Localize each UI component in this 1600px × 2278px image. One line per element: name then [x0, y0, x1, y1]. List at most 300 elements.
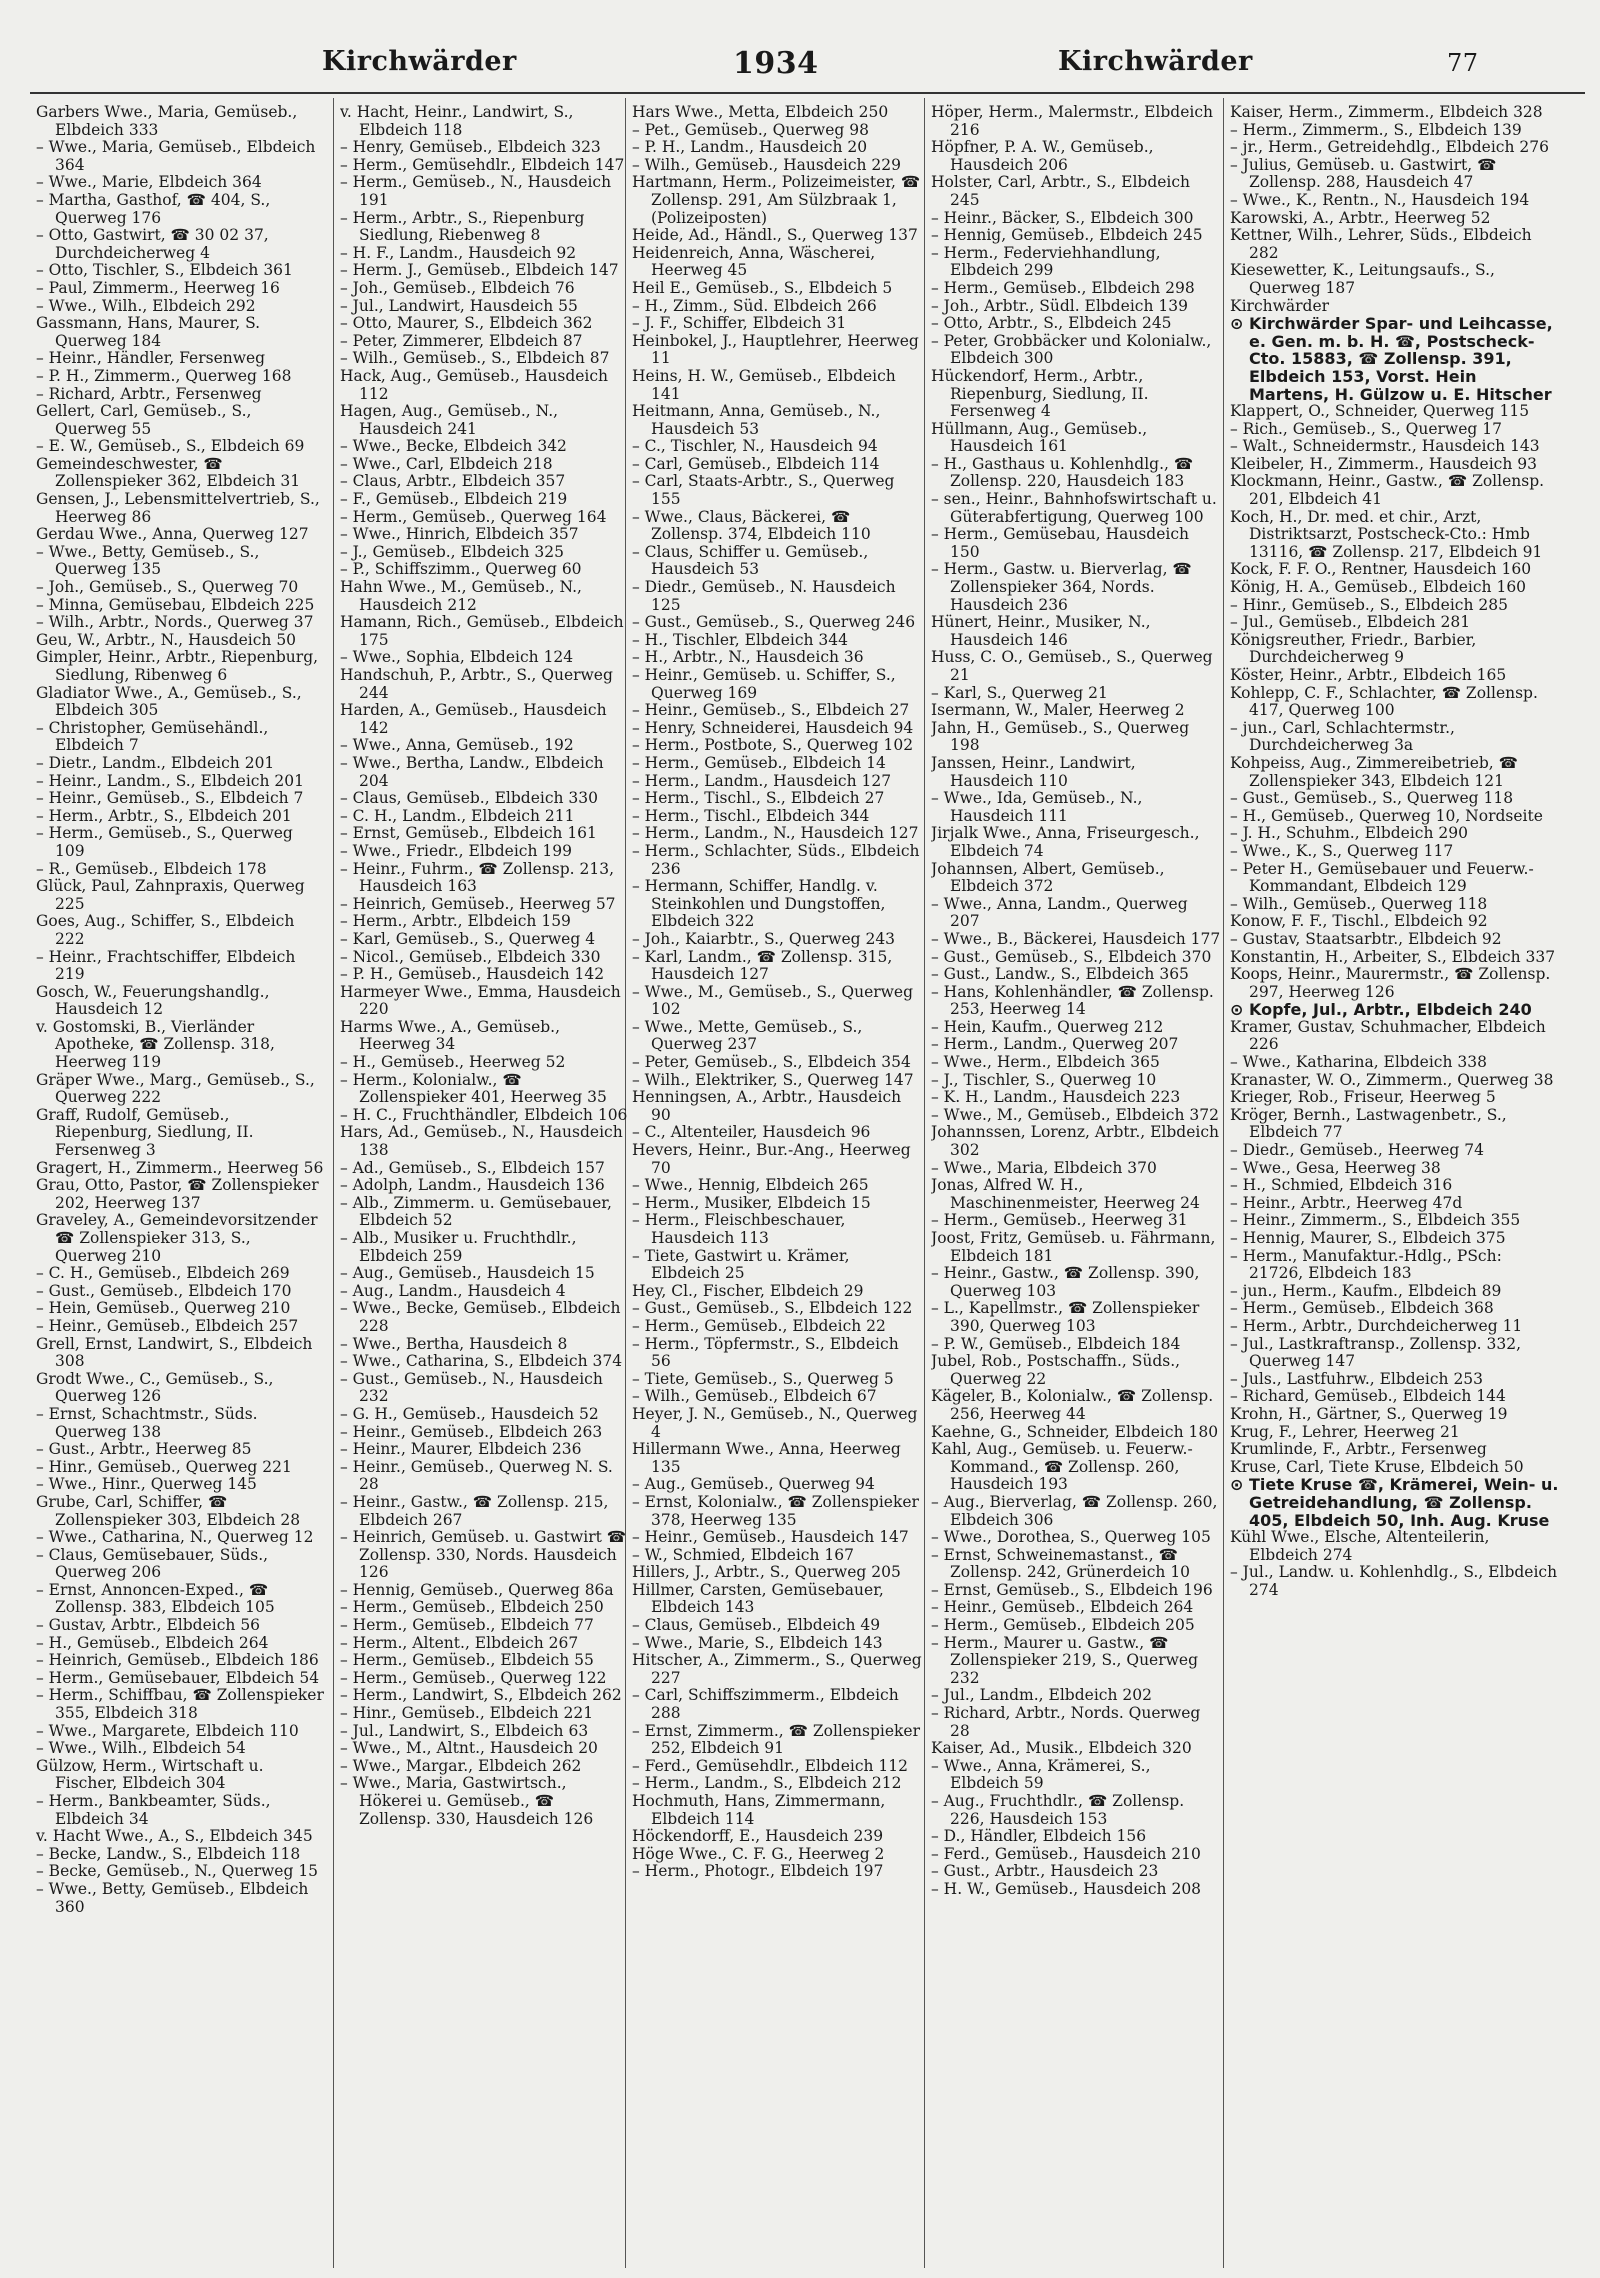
directory-entry: Heil E., Gemüseb., S., Elbdeich 5 [632, 278, 893, 297]
directory-entry: Krohn, H., Gärtner, S., Querweg 19 [1230, 1404, 1508, 1423]
directory-entry: – Ernst, Schweinemastanst., ☎ Zollensp. 242, Grünerdeich 10 [931, 1545, 1191, 1582]
directory-entry: – Ernst, Gemüseb., S., Elbdeich 196 [931, 1580, 1213, 1599]
directory-entry: – Minna, Gemüsebau, Elbdeich 225 [36, 595, 315, 614]
directory-entry: Gimpler, Heinr., Arbtr., Riepenburg, Siedlung, Ribenweg 6 [36, 648, 319, 684]
directory-column-5 [1230, 104, 1560, 2264]
directory-entry: – Peter, Gemüseb., S., Elbdeich 354 [632, 1053, 911, 1072]
directory-entry: – Nicol., Gemüseb., Elbdeich 330 [340, 947, 601, 966]
directory-entry: Hillermann Wwe., Anna, Heerweg 135 [632, 1440, 901, 1476]
directory-entry: – Heinr., Gemüseb., Elbdeich 257 [36, 1316, 299, 1335]
directory-column-3 [632, 104, 922, 2264]
directory-entry: – Wilh., Gemüseb., Querweg 118 [1230, 894, 1488, 913]
directory-entry: Königsreuther, Friedr., Barbier, Durchdeicherweg 9 [1230, 630, 1477, 667]
directory-entry: – Heinr., Gastw., ☎ Zollensp. 215, Elbdeich 267 [340, 1492, 609, 1529]
directory-entry: – Heinr., Frachtschiffer, Elbdeich 219 [36, 947, 296, 984]
directory-entry: Jonas, Alfred W. H., Maschinenmeister, Heerweg 24 [931, 1176, 1200, 1212]
directory-entry: – Heinr., Gemüseb., Hausdeich 147 [632, 1528, 909, 1547]
directory-entry: – Herm., Gemüseb., Querweg 122 [340, 1668, 607, 1687]
directory-entry: – C., Altenteiler, Hausdeich 96 [632, 1123, 871, 1142]
directory-entry: – Wilh., Elektriker, S., Querweg 147 [632, 1070, 914, 1089]
directory-entry: Isermann, W., Maler, Heerweg 2 [931, 701, 1185, 720]
directory-entry: – Wwe., Sophia, Elbdeich 124 [340, 648, 574, 667]
directory-entry: – Juls., Lastfuhrw., Elbdeich 253 [1230, 1369, 1484, 1388]
header-rule [30, 92, 1585, 94]
directory-entry: Koops, Heinr., Maurermstr., ☎ Zollensp. 297, Heerweg 126 [1230, 965, 1551, 1001]
directory-entry: – Heinr., Gemüseb., S., Elbdeich 27 [632, 701, 910, 720]
directory-entry: – Herm., Postbote, S., Querweg 102 [632, 736, 914, 755]
directory-entry: – P. H., Landm., Hausdeich 20 [632, 138, 868, 157]
directory-entry: – Herm., Gemüseb., Elbdeich 14 [632, 753, 886, 772]
directory-entry: – Wwe., M., Gemüseb., Elbdeich 372 [931, 1105, 1219, 1124]
directory-entry: – C. H., Gemüseb., Elbdeich 269 [36, 1264, 290, 1283]
directory-entry: – Gust., Arbtr., Hausdeich 23 [931, 1862, 1159, 1881]
directory-entry: – Claus, Gemüseb., Elbdeich 49 [632, 1616, 881, 1635]
directory-entry: – H., Gemüseb., Heerweg 52 [340, 1053, 566, 1072]
column-divider [333, 98, 334, 2268]
directory-entry: – Heinr., Gastw., ☎ Zollensp. 390, Querweg 103 [931, 1264, 1200, 1300]
directory-entry: Jubel, Rob., Postschaffn., Süds., Querweg 22 [931, 1352, 1181, 1388]
directory-entry: Hars, Ad., Gemüseb., N., Hausdeich 138 [340, 1123, 623, 1160]
directory-entry: – H. F., Landm., Hausdeich 92 [340, 243, 577, 262]
directory-entry: Hars Wwe., Metta, Elbdeich 250 [632, 104, 889, 121]
directory-entry: – Ernst, Zimmerm., ☎ Zollenspieker 252, Elbdeich 91 [632, 1721, 920, 1758]
directory-entry: ⊙ Kirchwärder Spar- und Leihcasse, e. Gen. m. b. H. ☎, Postscheck-Cto. 15883, ☎ Zollensp. 391, Elbdeich 153, Vorst. Hein Martens, H. Gülzow u. E. Hitscher [1230, 314, 1553, 404]
directory-entry: Kirchwärder [1230, 296, 1330, 315]
directory-entry: – Hinr., Gemüseb., Elbdeich 221 [340, 1704, 594, 1723]
directory-entry: – Wwe., Friedr., Elbdeich 199 [340, 841, 572, 860]
directory-entry: – Herm., Kolonialw., ☎ Zollenspieker 401, Heerweg 35 [340, 1070, 607, 1107]
directory-entry: – Aug., Bierverlag, ☎ Zollensp. 260, Elbdeich 306 [931, 1492, 1218, 1529]
directory-entry: – Herm., Landm., N., Hausdeich 127 [632, 824, 919, 843]
directory-entry: – Herm., Gemüseb., Elbdeich 77 [340, 1616, 594, 1635]
directory-entry: – Aug., Landm., Hausdeich 4 [340, 1281, 566, 1300]
directory-entry: – Herm., Gemüseb., Elbdeich 205 [931, 1616, 1195, 1635]
directory-entry: Glück, Paul, Zahnpraxis, Querweg 225 [36, 877, 305, 913]
directory-entry: – Wwe., K., S., Querweg 117 [1230, 841, 1454, 860]
directory-entry: Janssen, Heinr., Landwirt, Hausdeich 110 [931, 753, 1136, 790]
directory-entry: Heyer, J. N., Gemüseb., N., Querweg 4 [632, 1404, 918, 1441]
directory-entry: Grodt Wwe., C., Gemüseb., S., Querweg 126 [36, 1369, 274, 1406]
directory-entry: – Wilh., Gemüseb., Elbdeich 67 [632, 1387, 877, 1406]
directory-entry: – Richard, Gemüseb., Elbdeich 144 [1230, 1387, 1506, 1406]
directory-entry: Geu, W., Arbtr., N., Hausdeich 50 [36, 630, 297, 649]
directory-entry: – Heinr., Maurer, Elbdeich 236 [340, 1440, 582, 1459]
year-heading: 1934 [733, 46, 819, 81]
directory-entry: Huss, C. O., Gemüseb., S., Querweg 21 [931, 648, 1213, 684]
directory-entry: – Gustav, Arbtr., Elbdeich 56 [36, 1616, 261, 1635]
directory-entry: – Gustav, Staatsarbtr., Elbdeich 92 [1230, 929, 1502, 948]
directory-entry: – Wwe., Gesa, Heerweg 38 [1230, 1158, 1441, 1177]
directory-entry: – Herm., Fleischbeschauer, Hausdeich 113 [632, 1211, 846, 1247]
directory-entry: – Diedr., Gemüseb., N. Hausdeich 125 [632, 578, 896, 614]
directory-entry: – Gust., Gemüseb., S., Querweg 118 [1230, 789, 1514, 808]
directory-entry: Gensen, J., Lebensmittelvertrieb, S., Heerweg 86 [36, 490, 320, 526]
directory-entry: – Ad., Gemüseb., S., Elbdeich 157 [340, 1158, 605, 1177]
directory-entry: – Martha, Gasthof, ☎ 404, S., Querweg 176 [36, 190, 271, 227]
directory-entry: – Herm., Landm., Querweg 207 [931, 1035, 1179, 1054]
directory-entry: – Wwe., Margar., Elbdeich 262 [340, 1756, 582, 1775]
directory-entry: Höper, Herm., Malermstr., Elbdeich 216 [931, 104, 1214, 139]
directory-entry: – Herm., Gemüseb., N., Hausdeich 191 [340, 173, 612, 209]
directory-entry: Henningsen, A., Arbtr., Hausdeich 90 [632, 1088, 902, 1124]
directory-entry: Heins, H. W., Gemüseb., Elbdeich 141 [632, 366, 896, 403]
directory-entry: – Wwe., Maria, Gastwirtsch., Hökerei u. Gemüseb., ☎ Zollensp. 330, Hausdeich 126 [340, 1774, 594, 1828]
directory-entry: Köster, Heinr., Arbtr., Elbdeich 165 [1230, 666, 1507, 684]
directory-entry: – Wwe., Anna, Landm., Querweg 207 [931, 894, 1188, 931]
directory-entry: – H. W., Gemüseb., Hausdeich 208 [931, 1879, 1202, 1898]
directory-entry: Kettner, Wilh., Lehrer, Süds., Elbdeich 282 [1230, 226, 1532, 262]
directory-entry: – Heinr., Gemüseb., Elbdeich 263 [340, 1422, 603, 1441]
directory-entry: – Wwe., Maria, Elbdeich 370 [931, 1158, 1157, 1177]
directory-entry: – Ernst, Schachtmstr., Süds. Querweg 138 [36, 1404, 258, 1441]
directory-entry: – H., Schmied, Elbdeich 316 [1230, 1176, 1453, 1195]
directory-entry: – Heinr., Arbtr., Heerweg 47d [1230, 1193, 1463, 1212]
directory-entry: – Karl, S., Querweg 21 [931, 683, 1108, 702]
directory-entry: – J. F., Schiffer, Elbdeich 31 [632, 314, 847, 333]
directory-entry: – Claus, Arbtr., Elbdeich 357 [340, 472, 566, 491]
directory-entry: Gragert, H., Zimmerm., Heerweg 56 [36, 1158, 324, 1177]
directory-entry: – L., Kapellmstr., ☎ Zollenspieker 390, Querweg 103 [931, 1299, 1200, 1335]
directory-entry: Grell, Ernst, Landwirt, S., Elbdeich 308 [36, 1334, 313, 1371]
directory-entry: – Joh., Kaiarbtr., S., Querweg 243 [632, 929, 896, 948]
directory-entry: – Jul., Landm., Elbdeich 202 [931, 1686, 1152, 1705]
directory-entry: Johannsen, Albert, Gemüseb., Elbdeich 372 [931, 859, 1165, 896]
directory-entry: – Heinr., Gemüseb., Querweg N. S. 28 [340, 1457, 613, 1494]
directory-entry: – Henry, Schneiderei, Hausdeich 94 [632, 718, 914, 737]
directory-entry: – Herm., Arbtr., Durchdeicherweg 11 [1230, 1316, 1523, 1335]
directory-entry: – Claus, Gemüseb., Elbdeich 330 [340, 789, 599, 808]
directory-entry: König, H. A., Gemüseb., Elbdeich 160 [1230, 578, 1527, 597]
directory-entry: Kröger, Bernh., Lastwagenbetr., S., Elbdeich 77 [1230, 1105, 1507, 1142]
directory-entry: – Ferd., Gemüseb., Hausdeich 210 [931, 1844, 1201, 1863]
directory-entry: Kruse, Carl, Tiete Kruse, Elbdeich 50 [1230, 1457, 1524, 1476]
directory-entry: – Wilh., Gemüseb., S., Elbdeich 87 [340, 349, 610, 368]
directory-entry: – Hinr., Gemüseb., Querweg 221 [36, 1457, 292, 1476]
directory-entry: – Herm., Gemüseb., Elbdeich 250 [340, 1598, 604, 1617]
directory-entry: – Adolph, Landm., Hausdeich 136 [340, 1176, 605, 1195]
directory-entry: – Herm., Manufaktur.-Hdlg., PSch: 21726, Elbdeich 183 [1230, 1246, 1502, 1283]
directory-entry: – Wwe., Herm., Elbdeich 365 [931, 1053, 1160, 1072]
directory-entry: – Alb., Zimmerm. u. Gemüsebauer, Elbdeich 52 [340, 1193, 612, 1230]
directory-entry: – jr., Herm., Getreidehdlg., Elbdeich 276 [1230, 138, 1549, 157]
directory-entry: – Otto, Arbtr., S., Elbdeich 245 [931, 314, 1172, 333]
directory-entry: – Becke, Landw., S., Elbdeich 118 [36, 1844, 301, 1863]
directory-entry: Gosch, W., Feuerungshandlg., Hausdeich 12 [36, 982, 270, 1019]
directory-entry: Gülzow, Herm., Wirtschaft u. Fischer, Elbdeich 304 [36, 1756, 264, 1793]
directory-entry: – Wwe., Ida, Gemüseb., N., Hausdeich 111 [931, 789, 1143, 825]
directory-entry: – Hans, Kohlenhändler, ☎ Zollensp. 253, Heerweg 14 [931, 982, 1214, 1019]
directory-entry: – H., Gemüseb., Querweg 10, Nordseite [1230, 806, 1543, 825]
column-divider [1223, 98, 1224, 2268]
directory-entry: – Wwe., M., Altnt., Hausdeich 20 [340, 1739, 598, 1758]
directory-column-2 [340, 104, 630, 2264]
directory-entry: – Herm., Gemüseb., Elbdeich 368 [1230, 1299, 1494, 1318]
directory-entry: – Herm., Schlachter, Süds., Elbdeich 236 [632, 841, 920, 878]
directory-entry: – Joh., Arbtr., Südl. Elbdeich 139 [931, 296, 1188, 315]
directory-entry: – Joh., Gemüseb., Elbdeich 76 [340, 278, 575, 297]
directory-entry: – Gust., Gemüseb., S., Elbdeich 370 [931, 947, 1212, 966]
directory-entry: – Jul., Landwirt, S., Elbdeich 63 [340, 1721, 589, 1740]
directory-entry: – Jul., Landw. u. Kohlenhdlg., S., Elbdeich 274 [1230, 1563, 1558, 1599]
directory-entry: – H., Arbtr., N., Hausdeich 36 [632, 648, 864, 667]
directory-entry: Hahn Wwe., M., Gemüseb., N., Hausdeich 212 [340, 578, 582, 614]
directory-entry: Hagen, Aug., Gemüseb., N., Hausdeich 241 [340, 402, 559, 438]
directory-entry: – Heinr., Landm., S., Elbdeich 201 [36, 771, 304, 790]
directory-entry: – Hinr., Gemüseb., S., Elbdeich 285 [1230, 595, 1508, 614]
directory-entry: – Alb., Musiker u. Fruchthdlr., Elbdeich 259 [340, 1229, 577, 1265]
directory-entry: Graveley, A., Gemeindevorsitzender ☎ Zollenspieker 313, S., Querweg 210 [36, 1211, 318, 1265]
directory-entry: – sen., Heinr., Bahnhofswirtschaft u. Güterabfertigung, Querweg 100 [931, 490, 1217, 526]
directory-entry: – Aug., Fruchthdlr., ☎ Zollensp. 226, Hausdeich 153 [931, 1792, 1185, 1828]
directory-entry: – Becke, Gemüseb., N., Querweg 15 [36, 1862, 319, 1881]
directory-entry: Hochmuth, Hans, Zimmermann, Elbdeich 114 [632, 1792, 886, 1828]
directory-entry: – Gust., Gemüseb., N., Hausdeich 232 [340, 1369, 603, 1406]
directory-entry: – Hein, Gemüseb., Querweg 210 [36, 1299, 291, 1318]
directory-entry: – Herm., Gemüsebauer, Elbdeich 54 [36, 1668, 320, 1687]
directory-entry: – Jul., Lastkraftransp., Zollensp. 332, Querweg 147 [1230, 1334, 1522, 1371]
directory-entry: Heinbokel, J., Hauptlehrer, Heerweg 11 [632, 331, 919, 368]
directory-entry: Kohpeiss, Aug., Zimmereibetrieb, ☎ Zollenspieker 343, Elbdeich 121 [1230, 753, 1518, 790]
directory-entry: Karowski, A., Arbtr., Heerweg 52 [1230, 208, 1491, 227]
directory-entry: – Wwe., Dorothea, S., Querweg 105 [931, 1528, 1211, 1547]
directory-entry: – Julius, Gemüseb. u. Gastwirt, ☎ Zollensp. 288, Hausdeich 47 [1230, 155, 1497, 192]
directory-entry: – Wwe., B., Bäckerei, Hausdeich 177 [931, 929, 1221, 948]
directory-entry: – Gust., Landw., S., Elbdeich 365 [931, 965, 1189, 984]
directory-entry: – Wwe., Hennig, Elbdeich 265 [632, 1176, 869, 1195]
directory-entry: – H., Tischler, Elbdeich 344 [632, 630, 849, 649]
directory-entry: – Herm., Altent., Elbdeich 267 [340, 1633, 579, 1652]
directory-entry: – Herm., Landm., Hausdeich 127 [632, 771, 892, 790]
directory-entry: – Wwe., Anna, Krämerei, S., Elbdeich 59 [931, 1756, 1151, 1793]
directory-entry: – Wwe., Betty, Gemüseb., S., Querweg 135 [36, 542, 260, 579]
directory-entry: Krug, F., Lehrer, Heerweg 21 [1230, 1422, 1460, 1441]
directory-entry: – H., Zimm., Süd. Elbdeich 266 [632, 296, 877, 315]
directory-entry: Konow, F. F., Tischl., Elbdeich 92 [1230, 912, 1488, 931]
directory-entry: – Carl, Gemüseb., Elbdeich 114 [632, 454, 880, 473]
directory-entry: Klockmann, Heinr., Gastw., ☎ Zollensp. 201, Elbdeich 41 [1230, 472, 1545, 509]
directory-entry: – Wwe., Marie, Elbdeich 364 [36, 173, 262, 192]
directory-entry: Höckendorff, E., Hausdeich 239 [632, 1827, 884, 1846]
directory-entry: Hitscher, A., Zimmerm., S., Querweg 227 [632, 1651, 922, 1687]
directory-entry: – Herm., Landwirt, S., Elbdeich 262 [340, 1686, 622, 1705]
directory-entry: Hückendorf, Herm., Arbtr., Riepenburg, Siedlung, II. Fersenweg 4 [931, 366, 1149, 421]
directory-entry: – Tiete, Gastwirt u. Krämer, Elbdeich 25 [632, 1246, 850, 1283]
directory-entry: – Wwe., Catharina, N., Querweg 12 [36, 1528, 314, 1547]
directory-entry: Heide, Ad., Händl., S., Querweg 137 [632, 226, 918, 245]
directory-entry: – Herm., Landm., S., Elbdeich 212 [632, 1774, 902, 1793]
directory-entry: Gerdau Wwe., Anna, Querweg 127 [36, 525, 309, 544]
directory-entry: – Rich., Gemüseb., S., Querweg 17 [1230, 419, 1502, 438]
directory-entry: – R., Gemüseb., Elbdeich 178 [36, 859, 267, 878]
directory-entry: Kranaster, W. O., Zimmerm., Querweg 38 [1230, 1070, 1554, 1089]
directory-entry: Hüllmann, Aug., Gemüseb., Hausdeich 161 [931, 419, 1148, 456]
directory-entry: – Herm., Musiker, Elbdeich 15 [632, 1193, 871, 1212]
directory-entry: – C., Tischler, N., Hausdeich 94 [632, 437, 878, 456]
directory-entry: – Wwe., Katharina, Elbdeich 338 [1230, 1053, 1487, 1072]
directory-entry: Hack, Aug., Gemüseb., Hausdeich 112 [340, 366, 609, 403]
directory-entry: – Hennig, Maurer, S., Elbdeich 375 [1230, 1229, 1506, 1247]
directory-entry: – Herm., Photogr., Elbdeich 197 [632, 1862, 884, 1881]
directory-entry: Garbers Wwe., Maria, Gemüseb., Elbdeich 333 [36, 104, 298, 139]
directory-entry: – jun., Herm., Kaufm., Elbdeich 89 [1230, 1281, 1502, 1300]
directory-entry: – J. H., Schuhm., Elbdeich 290 [1230, 824, 1468, 843]
directory-entry: Kohlepp, C. F., Schlachter, ☎ Zollensp. 417, Querweg 100 [1230, 683, 1538, 720]
directory-entry: – D., Händler, Elbdeich 156 [931, 1827, 1147, 1846]
directory-entry: – Wwe., Bertha, Hausdeich 8 [340, 1334, 568, 1353]
directory-entry: Kock, F. F. O., Rentner, Hausdeich 160 [1230, 560, 1532, 579]
directory-entry: – Ernst, Kolonialw., ☎ Zollenspieker 378, Heerweg 135 [632, 1492, 919, 1529]
page-header [0, 46, 1600, 86]
directory-entry: – Wwe., Anna, Gemüseb., 192 [340, 736, 574, 755]
directory-entry: Höge Wwe., C. F. G., Heerweg 2 [632, 1844, 885, 1863]
directory-entry: – Otto, Gastwirt, ☎ 30 02 37, Durchdeicherweg 4 [36, 226, 269, 262]
directory-entry: Gemeindeschwester, ☎ Zollenspieker 362, Elbdeich 31 [36, 454, 301, 491]
directory-entry: – Heinrich, Gemüseb., Heerweg 57 [340, 894, 616, 913]
directory-entry: Gellert, Carl, Gemüseb., S., Querweg 55 [36, 402, 252, 438]
directory-entry: Handschuh, P., Arbtr., S., Querweg 244 [340, 666, 613, 702]
directory-entry: Graff, Rudolf, Gemüseb., Riepenburg, Siedlung, II. Fersenweg 3 [36, 1105, 254, 1160]
directory-entry: – Ernst, Annoncen-Exped., ☎ Zollensp. 383, Elbdeich 105 [36, 1580, 275, 1617]
directory-entry: Goes, Aug., Schiffer, S., Elbdeich 222 [36, 912, 295, 948]
directory-entry: Krieger, Rob., Friseur, Heerweg 5 [1230, 1088, 1496, 1107]
directory-entry: – C. H., Landm., Elbdeich 211 [340, 806, 575, 825]
directory-entry: Konstantin, H., Arbeiter, S., Elbdeich 337 [1230, 947, 1556, 966]
directory-entry: Hevers, Heinr., Bur.-Ang., Heerweg 70 [632, 1141, 911, 1177]
directory-entry: – Claus, Schiffer u. Gemüseb., Hausdeich 53 [632, 542, 869, 579]
directory-entry: – Wwe., Hinrich, Elbdeich 357 [340, 525, 579, 544]
directory-entry: – Hennig, Gemüseb., Elbdeich 245 [931, 226, 1203, 245]
directory-entry: – Heinr., Händler, Fersenweg [36, 349, 266, 368]
directory-entry: – Wwe., Carl, Elbdeich 218 [340, 454, 553, 473]
directory-entry: Höpfner, P. A. W., Gemüseb., Hausdeich 206 [931, 138, 1154, 174]
directory-entry: – Herm., Bankbeamter, Süds., Elbdeich 34 [36, 1792, 271, 1828]
directory-entry: – Herm., Gemüseb., Elbdeich 298 [931, 278, 1195, 297]
directory-entry: – Wwe., Maria, Gemüseb., Elbdeich 364 [36, 138, 316, 174]
directory-column-1 [36, 104, 326, 2264]
directory-entry: Kaehne, G., Schneider, Elbdeich 180 [931, 1422, 1219, 1441]
directory-entry: – Tiete, Gemüseb., S., Querweg 5 [632, 1369, 894, 1388]
directory-entry: Hillmer, Carsten, Gemüsebauer, Elbdeich 143 [632, 1580, 884, 1617]
directory-entry: – P., Schiffszimm., Querweg 60 [340, 560, 582, 579]
directory-entry: – Wwe., Mette, Gemüseb., S., Querweg 237 [632, 1017, 863, 1054]
directory-entry: – Henry, Gemüseb., Elbdeich 323 [340, 138, 601, 157]
directory-entry: Jirjalk Wwe., Anna, Friseurgesch., Elbdeich 74 [931, 824, 1200, 860]
directory-entry: – H., Gemüseb., Elbdeich 264 [36, 1633, 269, 1652]
directory-entry: Gladiator Wwe., A., Gemüseb., S., Elbdeich 305 [36, 683, 302, 720]
directory-entry: – Peter, Zimmerer, Elbdeich 87 [340, 331, 583, 350]
directory-entry: – Wwe., Wilh., Elbdeich 54 [36, 1739, 246, 1758]
directory-entry: – Wwe., K., Rentn., N., Hausdeich 194 [1230, 190, 1530, 209]
directory-entry: – Heinr., Fuhrm., ☎ Zollensp. 213, Hausdeich 163 [340, 859, 615, 896]
directory-entry: – Heinr., Zimmerm., S., Elbdeich 355 [1230, 1211, 1521, 1230]
directory-entry: ⊙ Kopfe, Jul., Arbtr., Elbdeich 240 [1230, 1000, 1532, 1020]
directory-entry: – Herm., Gemüseb., Elbdeich 55 [340, 1651, 594, 1670]
directory-entry: Hey, Cl., Fischer, Elbdeich 29 [632, 1281, 864, 1300]
directory-entry: Kleibeler, H., Zimmerm., Hausdeich 93 [1230, 454, 1537, 473]
directory-entry: – Heinrich, Gemüseb. u. Gastwirt ☎ Zollensp. 330, Nords. Hausdeich 126 [340, 1528, 627, 1582]
directory-entry: – Paul, Zimmerm., Heerweg 16 [36, 278, 280, 297]
directory-entry: – Heinr., Gemüseb., S., Elbdeich 7 [36, 789, 304, 808]
directory-entry: Johannssen, Lorenz, Arbtr., Elbdeich 302 [931, 1123, 1220, 1160]
directory-entry: – G. H., Gemüseb., Hausdeich 52 [340, 1404, 599, 1423]
directory-entry: Hillers, J., Arbtr., S., Querweg 205 [632, 1563, 901, 1582]
directory-entry: – H. C., Fruchthändler, Elbdeich 106 [340, 1105, 628, 1124]
directory-entry: – Herm., Gemüseb., Elbdeich 22 [632, 1316, 886, 1335]
directory-entry: Kägeler, B., Kolonialw., ☎ Zollensp. 256, Heerweg 44 [931, 1387, 1214, 1423]
directory-entry: – Herm., Gemüseb., S., Querweg 109 [36, 824, 293, 860]
directory-entry: v. Gostomski, B., Vierländer Apotheke, ☎ Zollensp. 318, Heerweg 119 [36, 1017, 275, 1072]
directory-entry: Kahl, Aug., Gemüseb. u. Feuerw.-Kommand., ☎ Zollensp. 260, Hausdeich 193 [931, 1440, 1193, 1494]
directory-column-4 [931, 104, 1221, 2264]
directory-entry: – Richard, Arbtr., Fersenweg [36, 384, 262, 403]
directory-entry: – Wwe., Claus, Bäckerei, ☎ Zollensp. 374, Elbdeich 110 [632, 507, 871, 544]
directory-entry: – Karl, Landm., ☎ Zollensp. 315, Hausdeich 127 [632, 947, 893, 984]
directory-entry: v. Hacht Wwe., A., S., Elbdeich 345 [36, 1827, 313, 1846]
directory-entry: – Herm., Gemüseb., Heerweg 31 [931, 1211, 1188, 1230]
directory-entry: – Ernst, Gemüseb., Elbdeich 161 [340, 824, 597, 843]
directory-entry: Klappert, O., Schneider, Querweg 115 [1230, 402, 1530, 421]
directory-entry: – H., Gasthaus u. Kohlenhdlg., ☎ Zollensp. 220, Hausdeich 183 [931, 454, 1194, 491]
directory-entry: – Herm., Töpfermstr., S., Elbdeich 56 [632, 1334, 899, 1371]
directory-entry: Heitmann, Anna, Gemüseb., N., Hausdeich 53 [632, 402, 881, 438]
directory-entry: Harms Wwe., A., Gemüseb., Heerweg 34 [340, 1017, 561, 1054]
directory-entry: – Otto, Maurer, S., Elbdeich 362 [340, 314, 593, 333]
directory-entry: Holster, Carl, Arbtr., S., Elbdeich 245 [931, 173, 1191, 209]
directory-entry: – Gust., Arbtr., Heerweg 85 [36, 1440, 252, 1459]
directory-entry: v. Hacht, Heinr., Landwirt, S., Elbdeich 118 [340, 104, 574, 139]
directory-entry: – Joh., Gemüseb., S., Querweg 70 [36, 578, 299, 597]
directory-entry: – Herm., Gastw. u. Bierverlag, ☎ Zollenspieker 364, Nords. Hausdeich 236 [931, 560, 1192, 614]
directory-entry: Hünert, Heinr., Musiker, N., Hausdeich 146 [931, 613, 1151, 649]
directory-entry: – Wwe., Bertha, Landw., Elbdeich 204 [340, 753, 604, 790]
directory-entry: – Herm., Arbtr., S., Elbdeich 201 [36, 806, 292, 825]
directory-entry: – Peter H., Gemüsebauer und Feuerw.-Kommandant, Elbdeich 129 [1230, 859, 1534, 896]
directory-entry: – K. H., Landm., Hausdeich 223 [931, 1088, 1181, 1107]
directory-entry: – Herm., Arbtr., Elbdeich 159 [340, 912, 571, 931]
directory-entry: – Heinr., Gemüseb., Elbdeich 264 [931, 1598, 1194, 1617]
directory-entry: – Christopher, Gemüsehändl., Elbdeich 7 [36, 718, 269, 755]
directory-entry: – J., Gemüseb., Elbdeich 325 [340, 542, 564, 561]
directory-entry: – Wwe., Betty, Gemüseb., Elbdeich 360 [36, 1879, 309, 1916]
directory-entry: Jahn, H., Gemüseb., S., Querweg 198 [931, 718, 1190, 755]
directory-entry: – Wwe., Becke, Elbdeich 342 [340, 437, 567, 456]
directory-entry: – Wwe., Wilh., Elbdeich 292 [36, 296, 256, 315]
directory-entry: – P. H., Zimmerm., Querweg 168 [36, 366, 292, 385]
directory-entry: – Gust., Gemüseb., S., Elbdeich 122 [632, 1299, 913, 1318]
directory-entry: Kaiser, Herm., Zimmerm., Elbdeich 328 [1230, 104, 1543, 121]
directory-entry: – E. W., Gemüseb., S., Elbdeich 69 [36, 437, 305, 456]
running-head-left: Kirchwärder [322, 46, 517, 77]
directory-entry: – Herm., Gemüsehdlr., Elbdeich 147 [340, 155, 625, 174]
directory-entry: – Herm., Maurer u. Gastw., ☎ Zollenspieker 219, S., Querweg 232 [931, 1633, 1198, 1687]
directory-entry: – Heinrich, Gemüseb., Elbdeich 186 [36, 1651, 319, 1670]
directory-entry: – Wwe., Catharina, S., Elbdeich 374 [340, 1352, 623, 1371]
directory-entry: – Walt., Schneidermstr., Hausdeich 143 [1230, 437, 1540, 456]
directory-entry: – Wwe., Hinr., Querweg 145 [36, 1475, 257, 1494]
column-divider [924, 98, 925, 2268]
directory-entry: – Hermann, Schiffer, Handlg. v. Steinkohlen und Dungstoffen, Elbdeich 322 [632, 877, 886, 931]
directory-entry: – Dietr., Landm., Elbdeich 201 [36, 753, 275, 772]
directory-entry: – Wilh., Arbtr., Nords., Querweg 37 [36, 613, 314, 632]
directory-entry: – Herm., Schiffbau, ☎ Zollenspieker 355, Elbdeich 318 [36, 1686, 324, 1723]
directory-entry: Harmeyer Wwe., Emma, Hausdeich 220 [340, 982, 621, 1019]
directory-entry: – Pet., Gemüseb., Querweg 98 [632, 120, 869, 139]
directory-entry: – Aug., Gemüseb., Querweg 94 [632, 1475, 875, 1494]
directory-entry: – Peter, Grobbäcker und Kolonialw., Elbdeich 300 [931, 331, 1212, 368]
directory-entry: – Wwe., Margarete, Elbdeich 110 [36, 1721, 299, 1740]
directory-entry: – Herm., Arbtr., S., Riepenburg Siedlung, Riebenweg 8 [340, 208, 585, 245]
directory-entry: – Hein, Kaufm., Querweg 212 [931, 1017, 1164, 1036]
